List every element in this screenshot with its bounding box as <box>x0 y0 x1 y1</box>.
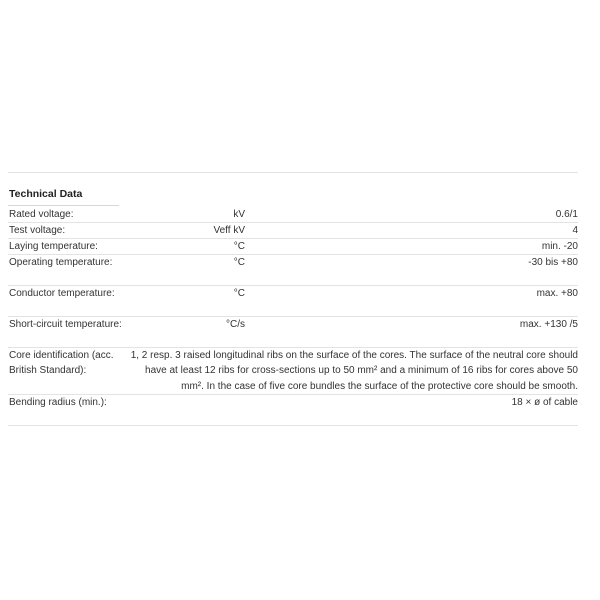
row-label: Core identification (acc. British Standard): <box>9 350 114 377</box>
row-value: max. +80 <box>536 288 578 299</box>
row-value: 18 × ø of cable <box>511 397 578 408</box>
row-value: min. -20 <box>541 241 578 252</box>
row-unit: Veff kV <box>213 225 245 236</box>
table-row <box>8 286 578 317</box>
table-row <box>8 223 578 239</box>
table-row <box>8 255 578 286</box>
row-label: Laying temperature: <box>9 241 98 252</box>
row-unit: °C <box>233 257 245 268</box>
table-row <box>8 348 578 395</box>
row-label: Bending radius (min.): <box>9 397 107 408</box>
technical-data-table <box>8 207 578 426</box>
row-label: Conductor temperature: <box>9 288 115 299</box>
section-title: Technical Data <box>9 188 83 200</box>
table-row <box>8 317 578 348</box>
row-label: Operating temperature: <box>9 257 113 268</box>
row-value: -30 bis +80 <box>528 257 578 268</box>
table-row <box>8 207 578 223</box>
row-unit: °C/s <box>226 319 245 330</box>
row-label: Test voltage: <box>9 225 66 236</box>
row-value: 0.6/1 <box>555 209 578 220</box>
row-label: Rated voltage: <box>9 209 74 220</box>
row-unit: °C <box>233 288 245 299</box>
row-label: Short-circuit temperature: <box>9 319 122 330</box>
table-row <box>8 239 578 255</box>
row-unit: °C <box>233 241 245 252</box>
row-value: 4 <box>572 225 578 236</box>
table-row <box>8 395 578 426</box>
row-value: 1, 2 resp. 3 raised longitudinal ribs on the surface of the cores. The surface of the neutral core should have at least 12 ribs for cross-sections up to 50 mm² and a minimum of 16 ribs for cores above 50 mm². In the case of five core bundles the surface of the protective core should be smooth. <box>130 350 578 392</box>
top-divider <box>8 172 578 173</box>
row-unit: kV <box>233 209 245 220</box>
row-value: max. +130 /5 <box>519 319 578 330</box>
heading-underline <box>8 205 119 206</box>
